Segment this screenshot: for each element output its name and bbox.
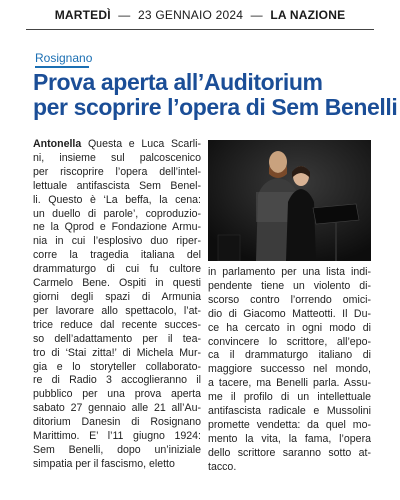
headline — [33, 69, 398, 120]
article-line: scorso contro l’orrendo omici- — [208, 293, 371, 306]
article-line: nia in cui l’esplosivo duo riper- — [33, 235, 201, 248]
header-day: MARTEDÌ — [54, 8, 111, 22]
article-line: maggiore successo nel mondo, — [208, 363, 371, 376]
article-line: dello scrittore saranno sotto at- — [208, 446, 371, 459]
headline-line: per scoprire l’opera di Sem Benelli — [33, 94, 398, 120]
article-line: li. Questo è ‘La beffa, la cena: — [33, 193, 201, 206]
article-line: gia e lo storyteller collaborato- — [33, 360, 201, 373]
article-line: antifascista radicale e Mussolini — [208, 405, 371, 418]
article-line: promette vendetta: da quel mo- — [208, 418, 371, 431]
header-paper-name: LA NAZIONE — [270, 8, 346, 22]
article-line: Antonella Questa e Luca Scarli- — [33, 138, 201, 150]
headline-line: Prova aperta all’Auditorium — [33, 69, 323, 95]
article-line: in parlamento per una lista indi- — [208, 266, 371, 278]
article-line: dio di Giacomo Matteotti. Il Du- — [208, 307, 371, 320]
article-line: tacco. — [208, 460, 237, 473]
article-line: per riscoprire l’opera dell’intel- — [33, 165, 201, 178]
article-photo — [208, 140, 371, 261]
article-line: me il profilo di un intellettuale — [208, 391, 371, 404]
article-line: simpatia per il fascismo, eletto — [33, 457, 175, 470]
stage-photo-icon — [208, 140, 371, 261]
article-line: tro di ‘Stai zitta!’ di Michela Mur- — [33, 346, 201, 359]
article-line: lettuale antifascista Sem Benel- — [33, 179, 201, 192]
article-column-left — [33, 138, 201, 472]
newspaper-header — [0, 8, 400, 22]
article-line: ditorium Danesin di Rosignano — [33, 416, 201, 429]
article-line: Marittimo. E’ l’11 giugno 1924: — [33, 430, 201, 443]
article-line: so dell’adattamento per il tea- — [33, 332, 201, 345]
header-separator: — — [118, 8, 131, 22]
article-line: re di Radio 3 accoglieranno il — [33, 374, 201, 387]
article-line: ne la Qprod e Fondazione Armu- — [33, 221, 201, 234]
article-line: a tacere, ma Benelli parla. Assu- — [208, 377, 371, 390]
article-line: drammaturgo di cui fu cultore — [33, 263, 201, 276]
kicker-underline — [35, 66, 89, 68]
article-line: mento la vita, la fama, l’opera — [208, 432, 371, 445]
article-line: corre la tragedia italiana del — [33, 249, 201, 262]
article-line: ca il drammaturgo italiano di — [208, 349, 371, 362]
article-line: per lavorare allo spettacolo, l’at- — [33, 304, 201, 317]
article-line: un duello di parole’, coproduzio- — [33, 207, 201, 220]
article-line: pendente tiene un violento di- — [208, 279, 371, 292]
article-line: ni, insieme sul palcoscenico — [33, 151, 201, 164]
header-separator-2: — — [250, 8, 263, 22]
author-name: Antonella — [33, 138, 82, 150]
article-line: sabato 27 gennaio alle 21 all’Au- — [33, 402, 201, 415]
header-date: 23 GENNAIO 2024 — [138, 8, 244, 22]
article-line: Carmelo Bene. Ospiti in questi — [33, 277, 201, 290]
header-rule — [26, 29, 374, 30]
article-line: pubblico per una prova aperta — [33, 388, 201, 401]
article-column-right — [208, 266, 371, 475]
section-kicker: Rosignano — [35, 51, 93, 65]
article-line: ce ha cercato in ogni modo di — [208, 321, 371, 334]
article-line: convincere lo scrittore, all’epo- — [208, 335, 371, 348]
article-line: trice reduce dal recente succes- — [33, 318, 201, 331]
article-line: giorni degli spazi di Armunia — [33, 290, 201, 303]
article-line: Sem Benelli, dopo un’iniziale — [33, 443, 201, 456]
